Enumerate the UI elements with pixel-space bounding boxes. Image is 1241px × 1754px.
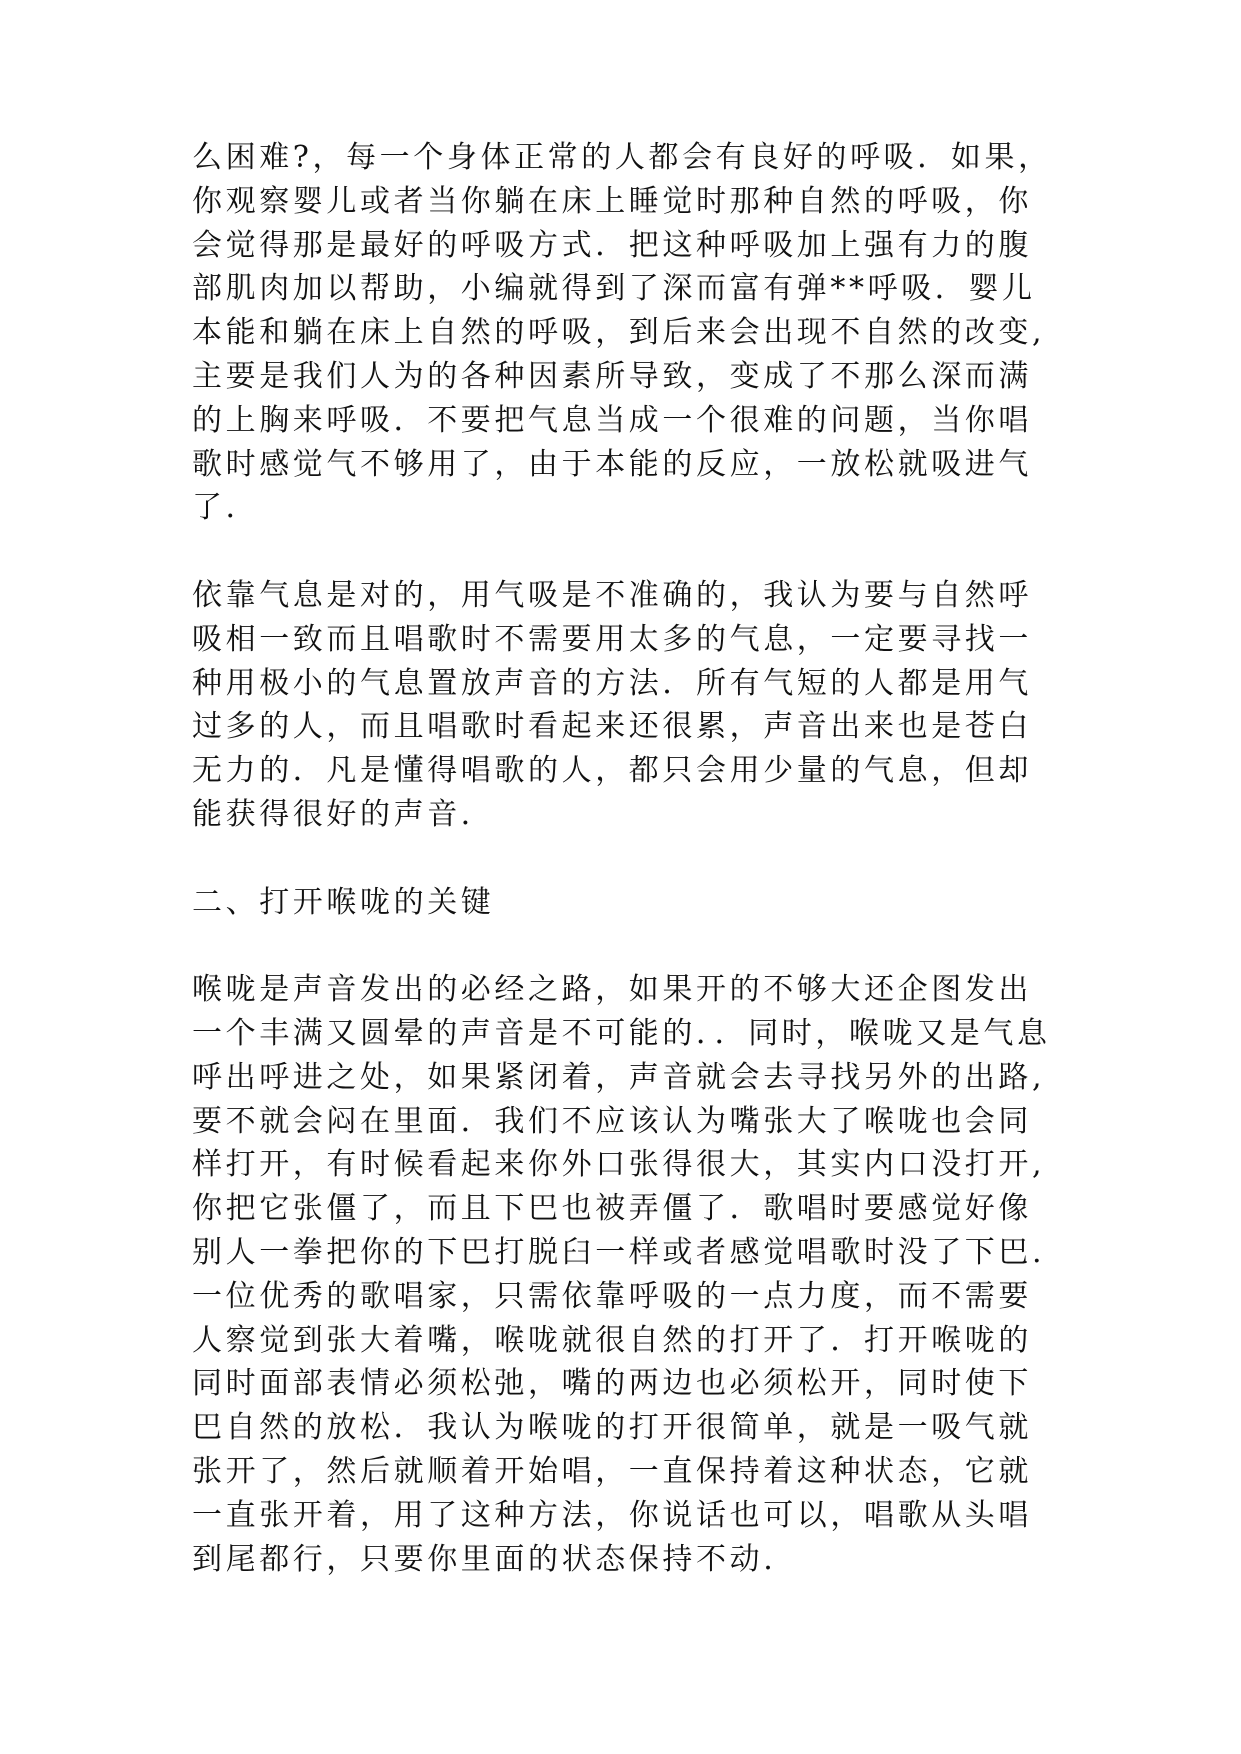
text-line: 要不就会闷在里面．我们不应该认为嘴张大了喉咙也会同 [192, 1103, 1032, 1139]
document-body [192, 136, 1062, 1581]
text-line: 巴自然的放松．我认为喉咙的打开很简单，就是一吸气就 [192, 1410, 1032, 1446]
text-line: 部肌肉加以帮助，小编就得到了深而富有弹**呼吸．婴儿 [192, 271, 1036, 307]
text-line: 人察觉到张大着嘴，喉咙就很自然的打开了．打开喉咙的 [192, 1322, 1032, 1358]
text-line: 一位优秀的歌唱家，只需依靠呼吸的一点力度，而不需要 [192, 1278, 1032, 1314]
text-line: 张开了，然后就顺着开始唱，一直保持着这种状态，它就 [192, 1453, 1032, 1489]
text-line: 依靠气息是对的，用气吸是不准确的，我认为要与自然呼 [192, 577, 1032, 613]
text-line: 会觉得那是最好的呼吸方式．把这种呼吸加上强有力的腹 [192, 227, 1032, 263]
text-line: 主要是我们人为的各种因素所导致，变成了不那么深而满 [192, 358, 1032, 394]
text-line: 无力的．凡是懂得唱歌的人，都只会用少量的气息，但却 [192, 753, 1032, 789]
section-heading-text: 二、打开喉咙的关键 [192, 884, 495, 920]
text-line: 样打开，有时候看起来你外口张得很大，其实内口没打开, [192, 1147, 1046, 1183]
text-line: 过多的人，而且唱歌时看起来还很累，声音出来也是苍白 [192, 709, 1032, 745]
text-line: 一个丰满又圆晕的声音是不可能的．．同时，喉咙又是气息 [192, 1015, 1051, 1051]
text-line: 本能和躺在床上自然的呼吸，到后来会出现不自然的改变, [192, 315, 1046, 351]
section-heading [192, 881, 1062, 925]
text-line: 么困难?，每一个身体正常的人都会有良好的呼吸．如果， [192, 140, 1052, 175]
text-line: 歌时感觉气不够用了，由于本能的反应，一放松就吸进气 [192, 446, 1032, 482]
text-line: 同时面部表情必须松弛，嘴的两边也必须松开，同时使下 [192, 1366, 1032, 1402]
paragraph-breathing [192, 136, 1062, 530]
text-line: 的上胸来呼吸．不要把气息当成一个很难的问题，当你唱 [192, 402, 1032, 438]
text-line: 你把它张僵了，而且下巴也被弄僵了．歌唱时要感觉好像 [192, 1191, 1032, 1227]
text-line: 到尾都行，只要你里面的状态保持不动. [192, 1541, 777, 1577]
text-line: 你观察婴儿或者当你躺在床上睡觉时那种自然的呼吸，你 [192, 183, 1032, 219]
text-line: 能获得很好的声音． [192, 796, 495, 832]
text-line: 了． [192, 490, 260, 526]
text-line: 种用极小的气息置放声音的方法．所有气短的人都是用气 [192, 665, 1032, 701]
text-line: 呼出呼进之处，如果紧闭着，声音就会去寻找另外的出路, [192, 1059, 1046, 1095]
text-line: 一直张开着，用了这种方法，你说话也可以，唱歌从头唱 [192, 1497, 1032, 1533]
text-line: 别人一拳把你的下巴打脱臼一样或者感觉唱歌时没了下巴. [192, 1234, 1046, 1270]
text-line: 喉咙是声音发出的必经之路，如果开的不够大还企图发出 [192, 972, 1032, 1008]
paragraph-open-throat [192, 968, 1062, 1581]
text-line: 吸相一致而且唱歌时不需要用太多的气息，一定要寻找一 [192, 621, 1032, 657]
paragraph-breath-support [192, 574, 1062, 837]
